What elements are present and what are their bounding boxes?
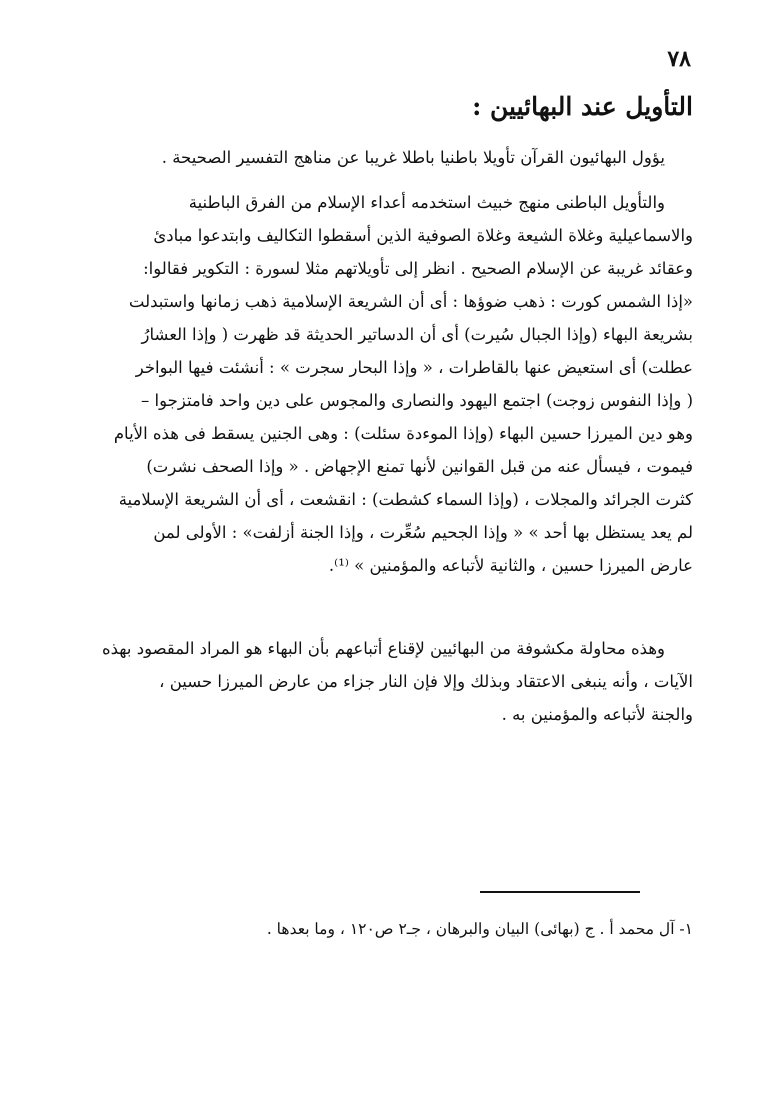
paragraph-line: يؤول البهائيون القرآن تأويلا باطنيا باطلا غريبا عن مناهج التفسير الصحيحة . (161, 148, 665, 167)
page-number: ٧٨ (667, 46, 691, 72)
paragraph-line: وهو دين الميرزا حسين البهاء (وإذا الموءدة سئلت) : وهى الجنين يسقط فى هذه الأيام (113, 424, 693, 443)
paragraph-line: عطلت) أى استعيض عنها بالقاطرات ، « وإذا البحار سجرت » : أنشئت فيها البواخر (135, 358, 693, 377)
paragraph-line: الآيات ، وأنه ينبغى الاعتقاد وبذلك وإلا فإن النار جزاء من عارض الميرزا حسين ، (159, 672, 693, 691)
section-title: التأويل عند البهائيين : (472, 92, 693, 121)
paragraph-1 (73, 141, 693, 174)
paragraph-line: والتأويل الباطنى منهج خبيث استخدمه أعداء الإسلام من الفرق الباطنية (188, 193, 665, 212)
paragraph-3 (73, 632, 693, 731)
paragraph-line: بشريعة البهاء (وإذا الجبال سُيرت) أى أن الدساتير الحديثة قد ظهرت ( وإذا العشارُ (141, 325, 693, 344)
paragraph-line: والجنة لأتباعه والمؤمنين به . (501, 705, 693, 724)
paragraph-line: عارض الميرزا حسين ، والثانية لأتباعه والمؤمنين » ⁽¹⁾. (328, 556, 693, 575)
footnote: ١- آل محمد أ . ج (بهائى) البيان والبرهان ، جـ٢ ص١٢٠ ، وما بعدها . (266, 920, 693, 938)
paragraph-line: لم يعد يستظل بها أحد » « وإذا الجحيم سُعِّرت ، وإذا الجنة أزلفت» : الأولى لمن (153, 523, 693, 542)
paragraph-2 (73, 186, 693, 582)
paragraph-line: فيموت ، فيسأل عنه من قبل القوانين لأنها تمنع الإجهاض . « وإذا الصحف نشرت) (146, 457, 693, 476)
paragraph-line: وعقائد غريبة عن الإسلام الصحيح . انظر إلى تأويلاتهم مثلا لسورة : التكوير فقالوا: (143, 259, 693, 278)
paragraph-line: ( وإذا النفوس زوجت) اجتمع اليهود والنصارى والمجوس على دين واحد فامتزجوا – (141, 391, 693, 410)
paragraph-line: «إذا الشمس كورت : ذهب ضوؤها : أى أن الشريعة الإسلامية ذهب زمانها واستبدلت (128, 292, 693, 311)
footnote-divider (480, 891, 640, 893)
paragraph-line: وهذه محاولة مكشوفة من البهائيين لإقناع أتباعهم بأن البهاء هو المراد المقصود بهذه (101, 639, 665, 658)
paragraph-line: كثرت الجرائد والمجلات ، (وإذا السماء كشطت) : انقشعت ، أى أن الشريعة الإسلامية (118, 490, 693, 509)
paragraph-line: والاسماعيلية وغلاة الشيعة وغلاة الصوفية الذين أسقطوا التكاليف وابتدعوا مبادئ (153, 226, 693, 245)
